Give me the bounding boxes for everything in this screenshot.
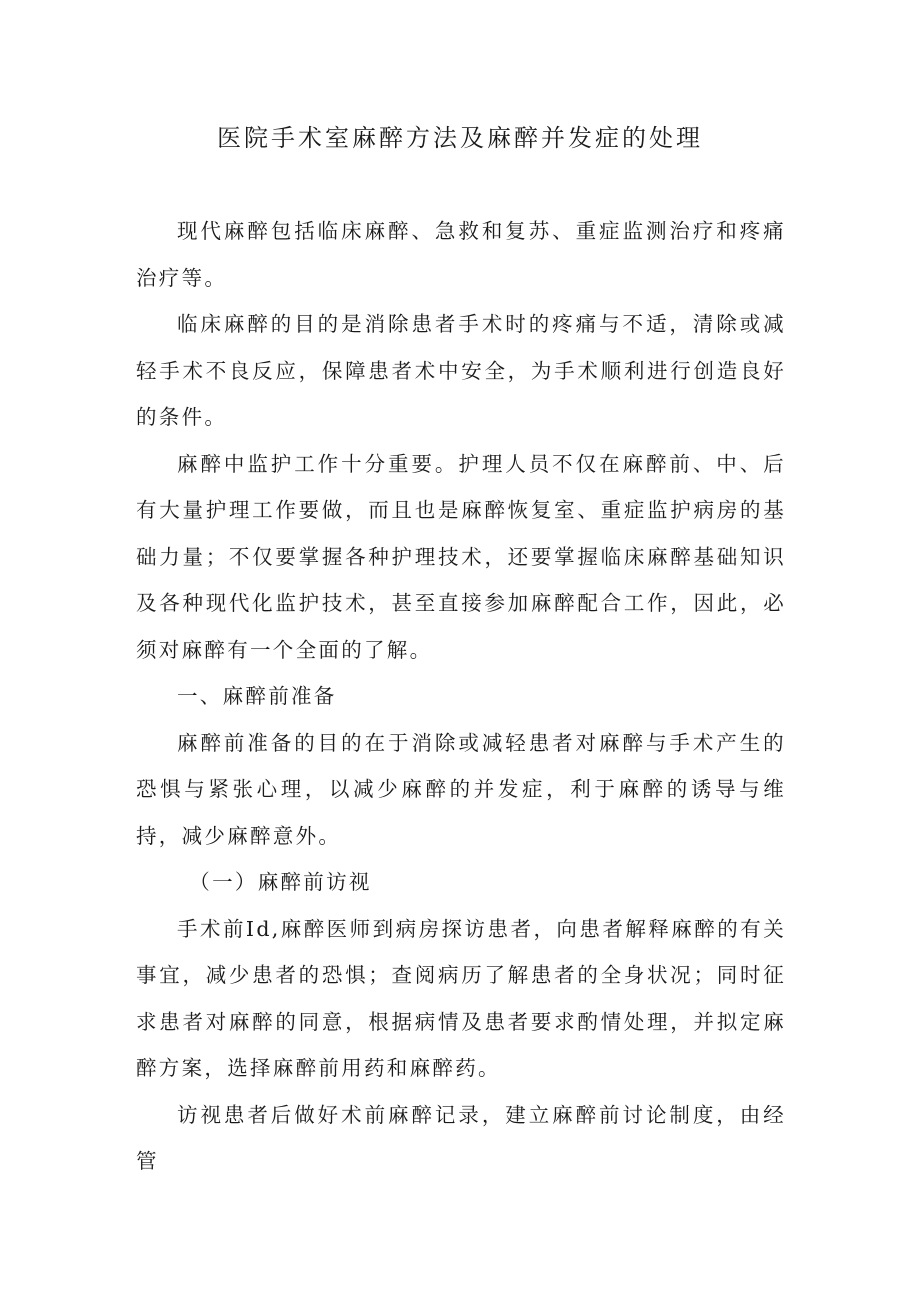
document-title: 医院手术室麻醉方法及麻醉并发症的处理 <box>217 124 703 152</box>
document-body <box>136 208 786 1185</box>
paragraph-monitoring: 麻醉中监护工作十分重要。护理人员不仅在麻醉前、中、后有大量护理工作要做，而且也是麻醉恢复室、重症监护病房的基础力量；不仅要掌握各种护理技术，还要掌握临床麻醉基础知识及各种现代化监护技术，甚至直接参加麻醉配合工作，因此，必须对麻醉有一个全面的了解。 <box>136 451 786 662</box>
subsection-heading-visit: （一）麻醉前访视 <box>189 870 372 894</box>
paragraph-intro: 现代麻醉包括临床麻醉、急救和复苏、重症监测治疗和疼痛治疗等。 <box>136 219 786 290</box>
section-heading-preparation: 一、麻醉前准备 <box>177 684 337 708</box>
paragraph-visit: 手术前Id,麻醉医师到病房探访患者，向患者解释麻醉的有关事宜，减少患者的恐惧；查阅病历了解患者的全身状况；同时征求患者对麻醉的同意，根据病情及患者要求酌情处理，并拟定麻醉方案，选择麻醉前用药和麻醉药。 <box>136 916 786 1080</box>
paragraph-preparation-purpose: 麻醉前准备的目的在于消除或减轻患者对麻醉与手术产生的恐惧与紧张心理，以减少麻醉的并发症，利于麻醉的诱导与维持，减少麻醉意外。 <box>136 730 786 848</box>
paragraph-clinical-purpose: 临床麻醉的目的是消除患者手术时的疼痛与不适，清除或减轻手术不良反应，保障患者术中安全，为手术顺利进行创造良好的条件。 <box>136 312 786 429</box>
paragraph-records: 访视患者后做好术前麻醉记录，建立麻醉前讨论制度，由经管 <box>136 1102 786 1173</box>
